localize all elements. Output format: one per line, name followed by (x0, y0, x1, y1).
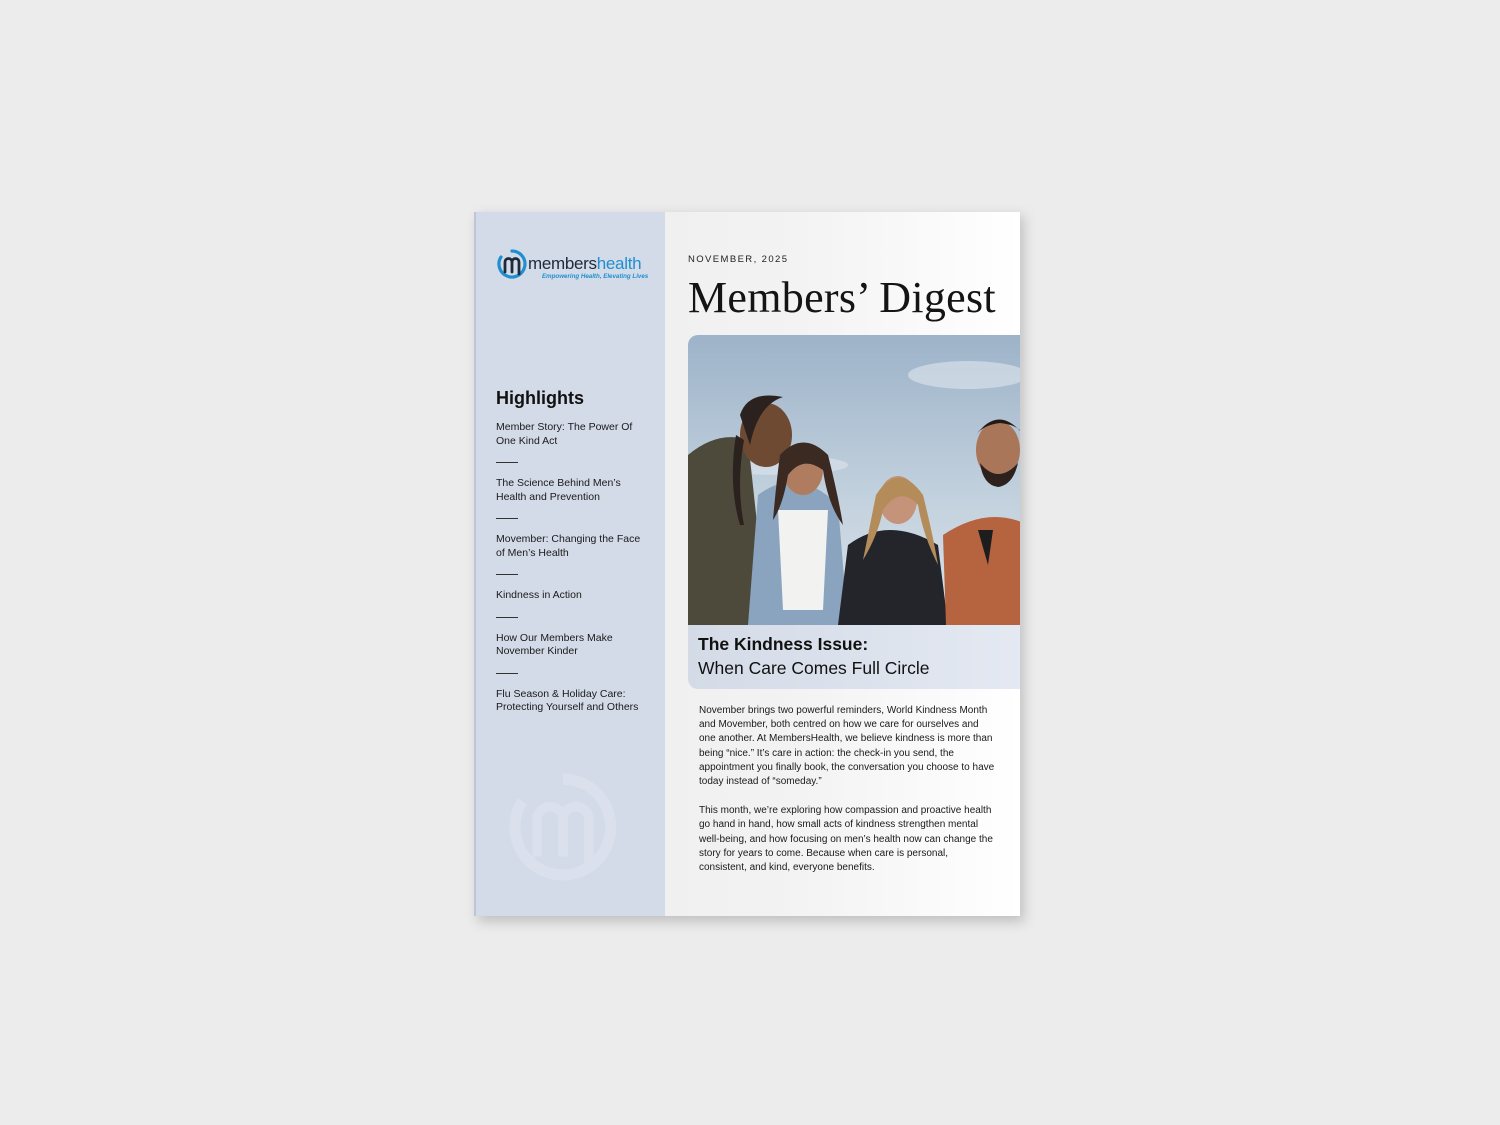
caption-subheading: When Care Comes Full Circle (698, 658, 930, 678)
divider (496, 617, 518, 618)
feature-caption (688, 625, 1020, 689)
divider (496, 462, 518, 463)
intro-text (699, 704, 995, 890)
divider (496, 518, 518, 519)
highlight-item: Kindness in Action (496, 589, 582, 601)
body-paragraph: This month, we’re exploring how compassion and proactive health go hand in hand, how small acts of kindness strengthen mental well-being, and how focusing on men’s health now can change the story for years to come. Because when care is personal, consistent, and kind, everyone benefits. (699, 805, 993, 874)
logo-mark-icon (496, 248, 528, 280)
sidebar (474, 212, 665, 916)
page-title: Members’ Digest (688, 273, 996, 322)
divider (496, 673, 518, 674)
logo-wordmark (528, 254, 641, 274)
group-photo-illustration (688, 335, 1020, 625)
highlight-item: Movember: Changing the Face of Men’s Health (496, 533, 641, 559)
divider (496, 574, 518, 575)
highlight-item: Member Story: The Power Of One Kind Act (496, 421, 633, 447)
logo-watermark-icon (504, 768, 622, 886)
logo-word-members: members (528, 254, 597, 273)
feature-photo (688, 335, 1020, 625)
logo-word-health: health (596, 254, 642, 273)
highlight-item: The Science Behind Men’s Health and Prevention (496, 477, 621, 503)
newsletter-page (474, 212, 1020, 916)
brand-logo (496, 248, 656, 284)
highlights-heading: Highlights (496, 388, 584, 408)
body-paragraph: November brings two powerful reminders, World Kindness Month and Movember, both centred on how we care for ourselves and one another. At MembersHealth, we believe kindness is more than being “nice.” It’s care in action: the check-in you send, the appointment you finally book, the conversation you choose to have today instead of “someday.” (699, 705, 995, 788)
highlight-item: Flu Season & Holiday Care: Protecting Yourself and Others (496, 687, 639, 713)
caption-heading: The Kindness Issue: (698, 634, 869, 654)
highlights-list (496, 421, 646, 715)
logo-tagline: Empowering Health, Elevating Lives (542, 273, 649, 280)
highlight-item: How Our Members Make November Kinder (496, 631, 613, 657)
issue-date: NOVEMBER, 2025 (688, 254, 789, 265)
